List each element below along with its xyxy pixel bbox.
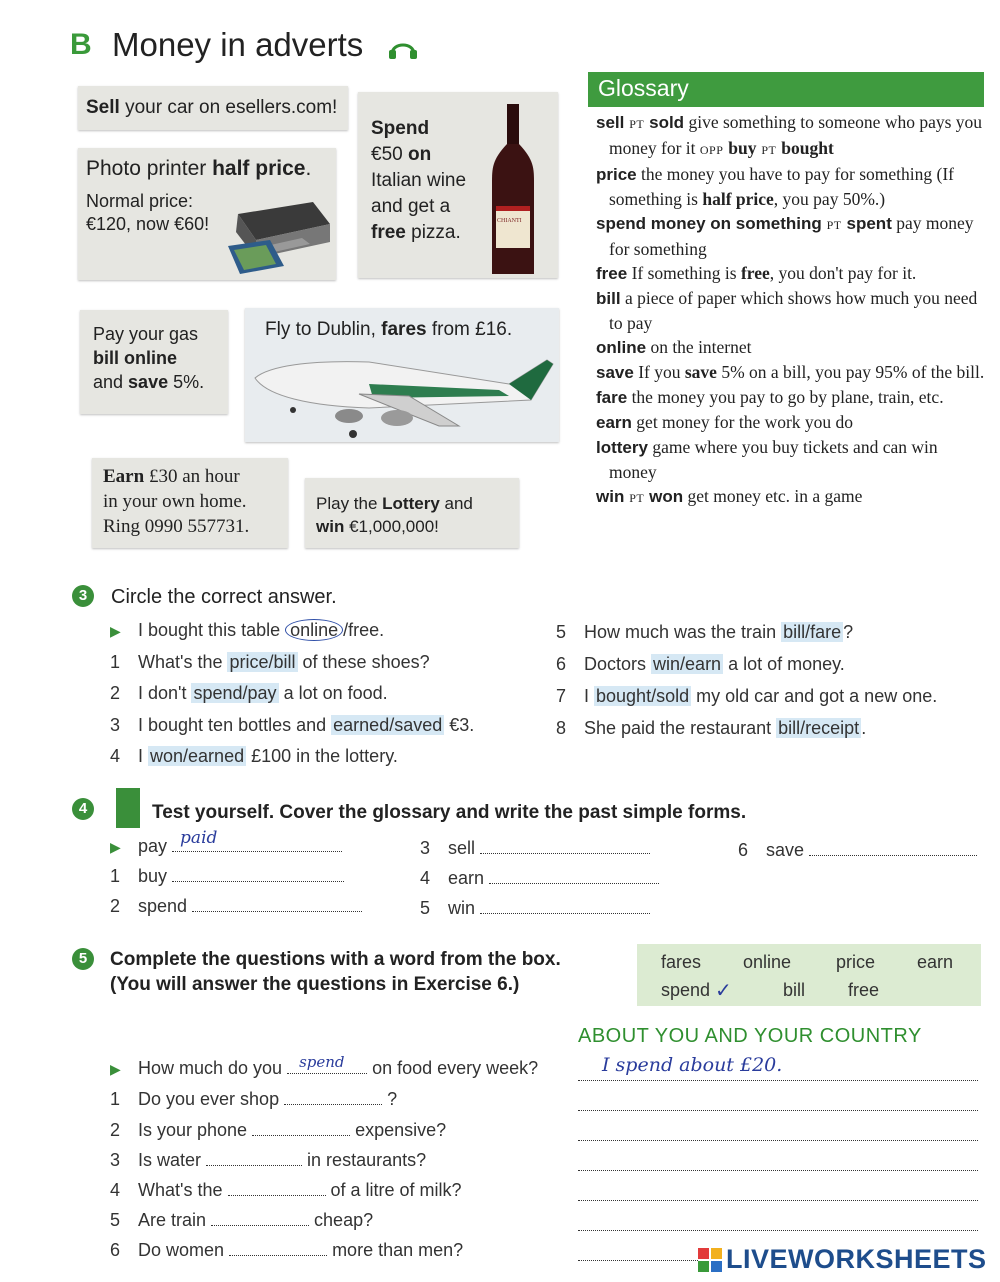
answer-line[interactable] xyxy=(578,1230,978,1231)
glossary-title: Glossary xyxy=(588,72,984,107)
airplane-image xyxy=(249,344,555,440)
ex3-example: ▶ I bought this table online /free. xyxy=(110,620,385,640)
ad-gas-l2: bill online xyxy=(93,348,177,368)
glossary-entry: sell PT sold give something to someone who pays you money for it OPP buy PT bought xyxy=(596,112,983,158)
ex5-item-3: 3 Is water in restaurants? xyxy=(110,1150,427,1170)
answer-blank[interactable] xyxy=(228,1180,326,1196)
ad-printer-l1c: . xyxy=(305,157,312,180)
ad-printer-l1b: half price xyxy=(212,157,306,180)
section-title: Money in adverts xyxy=(112,26,364,63)
ex4-example: ▶ pay paid xyxy=(110,836,342,857)
test-yourself-marker xyxy=(116,788,140,828)
ad-wine-l1: Spend xyxy=(371,118,430,139)
ad-wine xyxy=(358,92,558,278)
glossary-entry: save If you save 5% on a bill, you pay 95% of the bill. xyxy=(596,362,985,382)
word-box-item: price xyxy=(836,952,876,972)
ad-printer xyxy=(78,148,336,280)
ad-lottery-l2b: €1,000,000! xyxy=(344,517,439,536)
ex4-item-4: 4 earn xyxy=(420,868,659,889)
ad-earn-l3: Ring 0990 557731. xyxy=(103,516,250,537)
headphones-icon xyxy=(386,34,420,60)
answer-choice[interactable]: price/bill xyxy=(229,652,296,672)
answer-blank[interactable] xyxy=(489,868,659,884)
circled-answer[interactable]: online xyxy=(285,619,343,641)
ad-wine-l5b: pizza. xyxy=(405,222,461,243)
ad-printer-l2: Normal price: xyxy=(86,191,194,211)
word-box-item: bill xyxy=(783,980,806,1000)
glossary-entry: bill a piece of paper which shows how much you need to pay xyxy=(596,288,978,333)
ad-gas-l3c: 5%. xyxy=(168,372,205,392)
ad-gas-l3b: save xyxy=(128,372,169,392)
ex3-item-5: 5 How much was the train bill/fare ? xyxy=(556,622,854,642)
liveworksheets-logo-icon xyxy=(698,1248,722,1272)
exercise-5-title-1: Complete the questions with a word from the box. xyxy=(110,949,561,970)
answer-line[interactable] xyxy=(578,1080,978,1081)
answer-blank[interactable] xyxy=(192,896,362,912)
answer-choice[interactable]: bought/sold xyxy=(596,686,690,706)
ex5-example: ▶ How much do you spend on food every week? xyxy=(110,1053,539,1078)
ex3-item-7: 7 I bought/sold my old car and got a new one. xyxy=(556,686,938,706)
ad-earn xyxy=(92,458,288,548)
wine-label-text: CHIANTI xyxy=(497,218,522,224)
tick-icon: ✓ xyxy=(715,980,732,1002)
ex4-example-answer: paid xyxy=(180,828,218,848)
answer-blank[interactable] xyxy=(480,838,650,854)
glossary-entry: fare the money you pay to go by plane, train, etc. xyxy=(596,387,944,407)
ex4-item-3: 3 sell xyxy=(420,838,650,859)
answer-choice[interactable]: spend/pay xyxy=(193,683,277,703)
ex5-item-1: 1 Do you ever shop ? xyxy=(110,1089,398,1109)
about-you-heading: ABOUT YOU AND YOUR COUNTRY xyxy=(578,1025,922,1047)
answer-line[interactable] xyxy=(578,1140,978,1141)
ad-lottery-l1c: and xyxy=(439,494,473,513)
glossary-entry: free If something is free, you don't pay for it. xyxy=(596,263,917,283)
word-box-item: free xyxy=(848,980,880,1000)
ex3-item-3: 3 I bought ten bottles and earned/saved €3. xyxy=(110,715,475,735)
ad-sell-car xyxy=(78,86,348,130)
answer-blank[interactable] xyxy=(252,1120,350,1136)
exercise-4-number: 4 xyxy=(72,798,94,820)
ad-printer-l1a: Photo printer xyxy=(86,157,213,180)
glossary-entry: win PT won get money etc. in a game xyxy=(596,486,863,506)
ad-printer-l3: €120, now €60! xyxy=(86,214,210,234)
answer-blank[interactable] xyxy=(809,840,977,856)
ad-wine-l5a: free xyxy=(371,222,406,243)
ex4-item-5: 5 win xyxy=(420,898,650,919)
ex3-item-4: 4 I won/earned £100 in the lottery. xyxy=(110,746,398,766)
glossary-entry: price the money you have to pay for something (If something is half price, you pay 50%.) xyxy=(596,164,954,209)
ex5-item-6: 6 Do women more than men? xyxy=(110,1240,464,1260)
ex5-example-reply: I spend about £20. xyxy=(602,1054,783,1076)
ad-sell-bold: Sell xyxy=(86,97,120,118)
ex4-item-2: 2 spend xyxy=(110,896,362,917)
glossary-entry: earn get money for the work you do xyxy=(596,412,854,432)
ex5-example-answer: spend xyxy=(299,1053,345,1071)
answer-blank[interactable] xyxy=(206,1150,302,1166)
ad-earn-l2: in your own home. xyxy=(103,491,247,512)
answer-choice[interactable]: bill/receipt xyxy=(778,718,860,738)
exercise-3-title: Circle the correct answer. xyxy=(111,586,337,608)
ad-dublin-fares xyxy=(245,308,559,442)
exercise-5-number: 5 xyxy=(72,948,94,970)
ex4-item-1: 1 buy xyxy=(110,866,344,887)
ad-gas-bill xyxy=(80,310,228,414)
ad-sell-rest: your car on esellers.com! xyxy=(119,97,338,118)
answer-line[interactable] xyxy=(578,1200,978,1201)
exercise-4-title: Test yourself. Cover the glossary and write the past simple forms. xyxy=(152,802,747,823)
ad-dublin-a: Fly to Dublin, xyxy=(265,319,382,340)
ad-lottery xyxy=(305,478,519,548)
answer-choice[interactable]: won/earned xyxy=(150,746,245,766)
answer-choice[interactable]: bill/fare xyxy=(783,622,842,642)
ex3-item-2: 2 I don't spend/pay a lot on food. xyxy=(110,683,388,703)
ad-earn-l1b: £30 an hour xyxy=(144,466,240,487)
ad-wine-l4: and get a xyxy=(371,196,451,217)
ad-dublin-c: from £16. xyxy=(426,319,513,340)
answer-blank[interactable] xyxy=(480,898,650,914)
word-box-item: online xyxy=(743,952,792,972)
ex3-item-8: 8 She paid the restaurant bill/receipt . xyxy=(556,718,867,738)
word-box xyxy=(637,944,981,1006)
ex4-item-6: 6 save xyxy=(738,840,977,861)
ex5-item-4: 4 What's the of a litre of milk? xyxy=(110,1180,462,1200)
ad-gas-l3a: and xyxy=(93,372,129,392)
glossary-entry: online on the internet xyxy=(596,337,752,357)
ad-lottery-l1b: Lottery xyxy=(382,494,440,513)
exercise-3-number: 3 xyxy=(72,585,94,607)
ad-dublin-b: fares xyxy=(381,319,427,340)
ad-lottery-l2a: win xyxy=(316,517,345,536)
ad-wine-l2b: on xyxy=(407,144,432,165)
ad-wine-l2a: €50 xyxy=(371,144,408,165)
glossary-list xyxy=(596,110,988,510)
answer-blank[interactable] xyxy=(172,866,344,882)
glossary-entry: lottery game where you buy tickets and can win money xyxy=(596,437,938,482)
ex3-item-6: 6 Doctors win/earn a lot of money. xyxy=(556,654,845,674)
answer-choice[interactable]: earned/saved xyxy=(333,715,443,735)
ex5-item-2: 2 Is your phone expensive? xyxy=(110,1120,447,1140)
wine-bottle-image xyxy=(486,104,540,276)
section-letter: B xyxy=(70,28,92,61)
answer-choice[interactable]: win/earn xyxy=(653,654,722,674)
exercise-5-title-2: (You will answer the questions in Exercise 6.) xyxy=(110,974,520,995)
ad-wine-l3: Italian wine xyxy=(371,170,467,191)
ad-gas-l1: Pay your gas xyxy=(93,324,199,344)
word-box-item: earn xyxy=(917,952,954,972)
answer-line[interactable] xyxy=(578,1260,698,1261)
glossary-entry: spend money on something PT spent pay money for something xyxy=(596,213,974,259)
ad-lottery-l1a: Play the xyxy=(316,494,383,513)
ad-earn-l1a: Earn xyxy=(103,466,145,487)
answer-blank[interactable] xyxy=(284,1089,382,1105)
answer-line[interactable] xyxy=(578,1110,978,1111)
word-box-item: spend xyxy=(661,980,711,1000)
printer-image xyxy=(218,184,333,276)
answer-blank[interactable] xyxy=(229,1240,327,1256)
ex5-item-5: 5 Are train cheap? xyxy=(110,1210,374,1230)
answer-line[interactable] xyxy=(578,1170,978,1171)
liveworksheets-logo: LIVEWORKSHEETS xyxy=(726,1244,987,1274)
word-box-item: fares xyxy=(661,952,702,972)
answer-blank[interactable] xyxy=(211,1210,309,1226)
ex3-item-1: 1 What's the price/bill of these shoes? xyxy=(110,652,430,672)
